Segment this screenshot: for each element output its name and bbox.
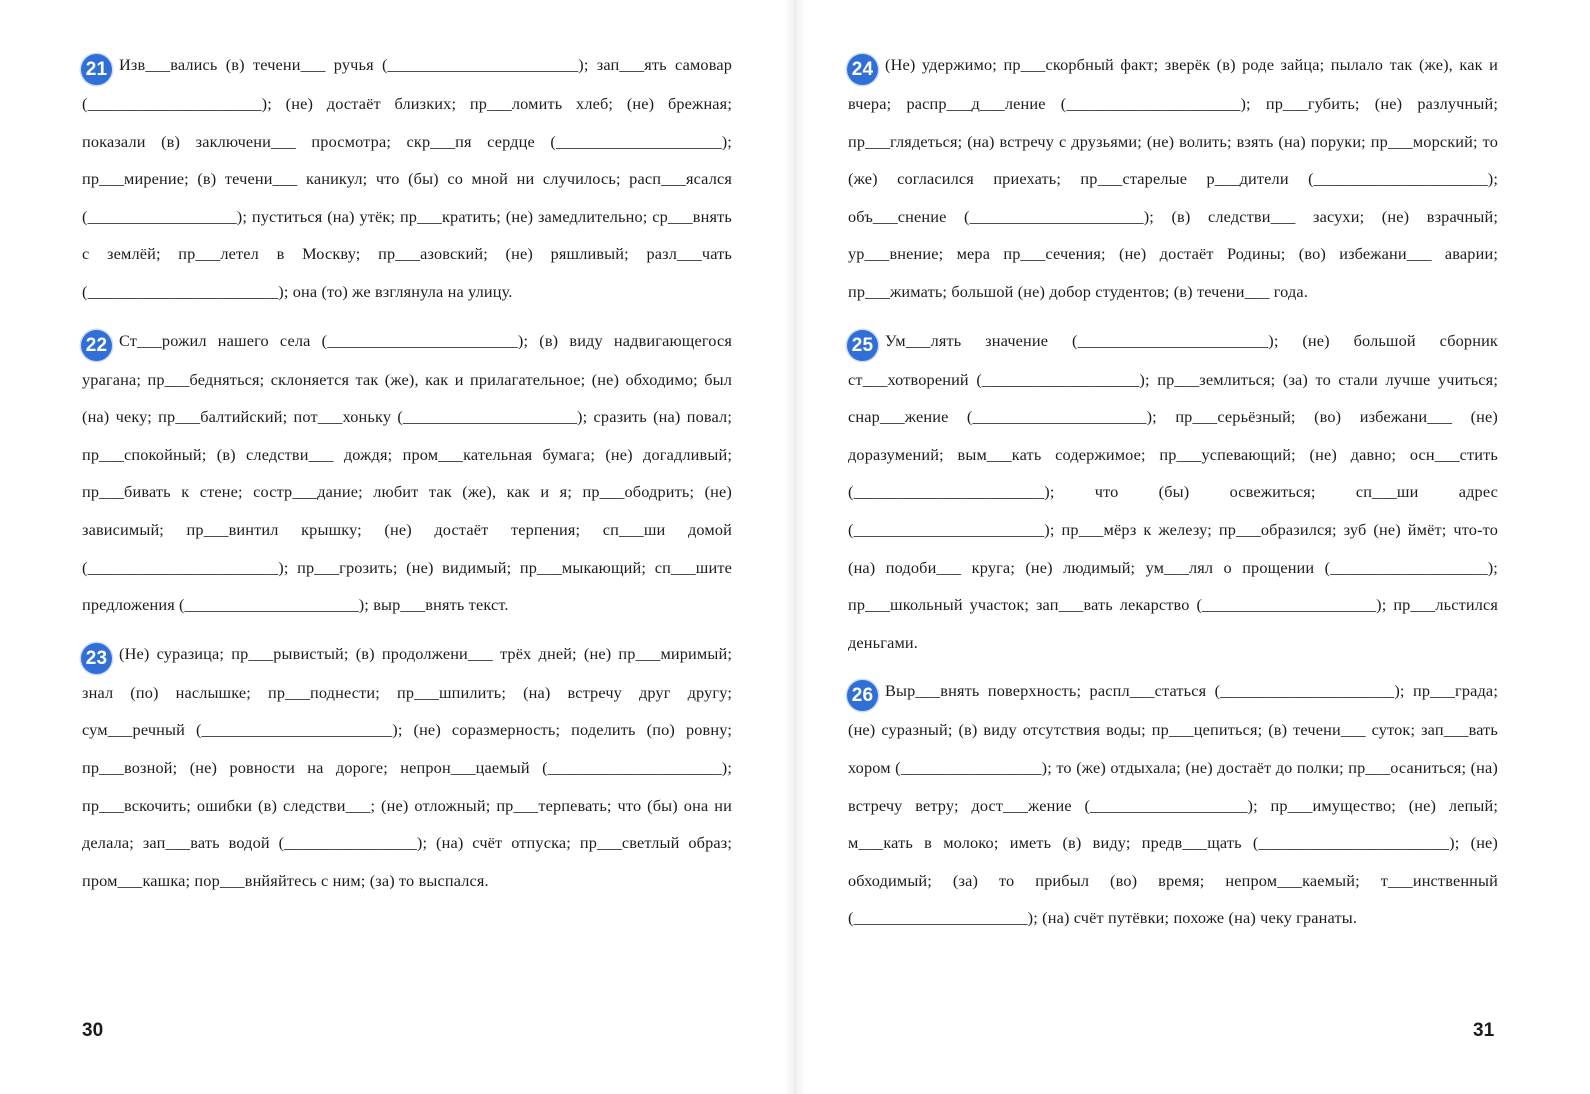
exercise-paragraph xyxy=(848,46,1498,311)
exercise-text: Ум___лять значение (_______________________); (не) большой сборник ст___хотворений (___________________); пр___землиться; (за) то стали лучше учиться; снар___жение (_____________________); пр___серьёзный; (во) избежани___ (не) доразумений; вым___кать содержимое; пр___успевающий; (не) давно; осн___стить (_______________________); что (бы) освежиться; сп___ши адрес (_______________________); пр___мёрз к железу; пр___образился; зуб (не) ймёт; что-то (на) подоби___ круга; (не) людимый; ум___лял о прощении (___________________); пр___школьный участок; зап___вать лекарство (_____________________); пр___льстился деньгами. xyxy=(848,330,1498,652)
right-column xyxy=(848,46,1498,948)
exercise-22 xyxy=(82,322,732,624)
exercise-paragraph xyxy=(82,322,732,624)
exercise-text: Ст___рожил нашего села (_______________________); (в) виду надвигающегося урагана; пр___бедняться; склоняется так (же), как и прилагательное; (не) обходимо; был (на) чеку; пр___балтийский; пот___хоньку (_____________________); сразить (на) повал; пр___спокойный; (в) следстви___ дождя; пром___кательная бумага; (не) догадливый; пр___бивать к стене; состр___дание; любит так (же), как и я; пр___ободрить; (не) зависимый; пр___винтил крышку; (не) достаёт терпения; сп___ши домой (_______________________); пр___грозить; (не) видимый; пр___мыкающий; сп___шите предложения (_____________________); выр___внять текст. xyxy=(82,330,732,615)
exercise-number-badge: 23 xyxy=(81,643,112,674)
page-number-right: 31 xyxy=(1473,1020,1495,1041)
exercise-21 xyxy=(82,46,732,311)
exercise-24 xyxy=(848,46,1498,311)
left-column xyxy=(82,46,732,910)
exercise-number-badge: 25 xyxy=(847,330,878,361)
exercise-number-badge: 22 xyxy=(81,330,112,361)
exercise-26 xyxy=(848,672,1498,937)
exercise-text: (Не) суразица; пр___рывистый; (в) продолжени___ трёх дней; (не) пр___миримый; знал (по) наслышке; пр___поднести; пр___шпилить; (на) встречу друг другу; сум___речный (_______________________); (не) соразмерность; поделить (по) ровну; пр___возной; (не) ровности на дороге; непрон___цаемый (_____________________); пр___вскочить; ошибки (в) следстви___; (не) отложный; пр___терпевать; что (бы) она ни делала; зап___вать водой (________________); (на) счёт отпуска; пр___светлый образ; пром___кашка; пор___внйяйтесь с ним; (за) то выспался. xyxy=(82,643,732,890)
exercise-number-badge: 24 xyxy=(847,54,878,85)
exercise-text: Изв___вались (в) течени___ ручья (_______________________); зап___ять самовар (_____________________); (не) достаёт близких; пр___ломить хлеб; (не) брежная; показали (в) заключени___ просмотра; скр___пя сердце (____________________); пр___мирение; (в) течени___ каникул; что (бы) со мной ни случилось; расп___ясался (__________________); пуститься (на) утёк; пр___кратить; (не) замедлительно; ср___внять с землёй; пр___летел в Москву; пр___азовский; (не) ряшливый; разл___чать (_______________________); она (то) же взглянула на улицу. xyxy=(82,55,732,301)
exercise-number-badge: 21 xyxy=(81,54,112,85)
right-page xyxy=(795,0,1590,1094)
page-number-left: 30 xyxy=(82,1020,104,1041)
exercise-23 xyxy=(82,635,732,900)
exercise-paragraph xyxy=(82,46,732,311)
exercise-25 xyxy=(848,322,1498,662)
exercise-paragraph xyxy=(848,672,1498,937)
exercise-number-badge: 26 xyxy=(847,680,878,711)
exercise-text: Выр___внять поверхность; распл___статься (_____________________); пр___града; (не) суразный; (в) виду отсутствия воды; пр___цепиться; (в) течени___ суток; зап___вать хором (_________________); то (же) отдыхала; (не) достаёт до полки; пр___осаниться; (на) встречу ветру; дост___жение (___________________); пр___имущество; (не) лепый; м___кать в молоко; иметь (в) виду; предв___щать (_______________________); (не) обходимый; (за) то прибыл (во) время; непром___каемый; т___инственный (_____________________); (на) счёт путёвки; похоже (на) чеку гранаты. xyxy=(848,681,1498,928)
exercise-paragraph xyxy=(82,635,732,900)
exercise-text: (Не) удержимо; пр___скорбный факт; зверёк (в) роде зайца; пылало так (же), как и вчера; распр___д___ление (_____________________); пр___губить; (не) разлучный; пр___глядеться; (на) встречу с друзьями; (не) волить; взять (на) поруки; пр___морский; то (же) согласился приехать; пр___старелые р___дители (_____________________); объ___снение (_____________________); (в) следстви___ засухи; (не) взрачный; ур___внение; мера пр___сечения; (не) достаёт Родины; (во) избежани___ аварии; пр___жимать; большой (не) добор студентов; (в) течени___ года. xyxy=(848,55,1498,301)
exercise-paragraph xyxy=(848,322,1498,662)
